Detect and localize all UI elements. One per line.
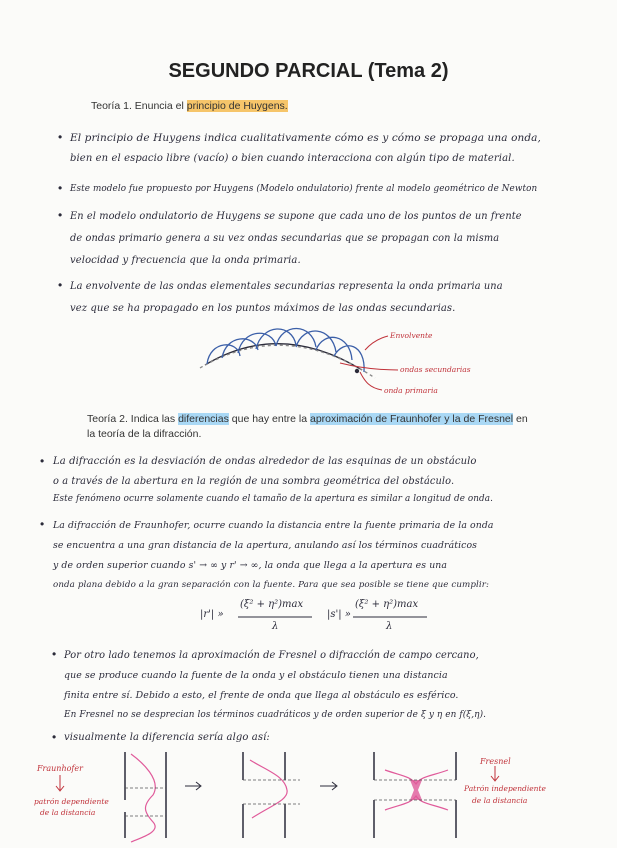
formula-lhs-2: |s'| » [327,609,351,620]
p3-line-1: En el modelo ondulatorio de Huygens se supone que cada uno de los puntos de un frente [70,211,522,222]
p3-line-3: velocidad y frecuencia que la onda primaria. [70,255,301,266]
p7-line-2: que se produce cuando la fuente de la onda y el obstáculo tienen una distancia [64,670,448,681]
theory-2-question-line-2: la teoría de la difracción. [87,428,202,440]
formula-den-1: λ [272,621,279,632]
p5-line-1: La difracción es la desviación de ondas alrededor de las esquinas de un obstáculo [53,456,477,467]
p4-line-2: vez que se ha propagado en los puntos máximos de las ondas secundarias. [70,303,456,314]
theory-1-text: Teoría 1. Enuncia el [91,100,187,112]
theory-2-text-3: en [513,413,528,425]
label-envelope: Envolvente [390,331,433,340]
theory-2-highlight-2: aproximación de Fraunhofer y la de Fresnel [309,413,514,425]
bullet-1: • [58,130,63,144]
p6-line-1: La difracción de Fraunhofer, ocurre cuando la distancia entre la fuente primaria de la onda [53,520,494,531]
p2-line-1: Este modelo fue propuesto por Huygens (Modelo ondulatorio) frente al modelo geométrico de Newton [70,184,538,194]
label-secondary-waves: ondas secundarias [400,365,471,374]
p7-line-4: En Fresnel no se desprecian los términos cuadráticos y de orden superior de ξ y η en f(ξ,η). [64,710,487,720]
p6-line-2: se encuentra a una gran distancia de la apertura, anulando así los términos cuadráticos [53,540,478,551]
p1-line-2: bien en el espacio libre (vacío) o bien cuando interacciona con algún tipo de material. [70,153,515,164]
p6-line-4: onda plana debido a la gran separación con la fuente. Para que sea posible se tiene que cumplir: [53,580,490,590]
p8-line-1: visualmente la diferencia sería algo así: [64,732,270,743]
bullet-2: • [58,181,63,195]
label-left-note-1: patrón dependiente [34,797,109,806]
label-right-note-1: Patrón independiente [464,784,546,793]
label-right-note-2: de la distancia [472,796,528,805]
label-left-note-2: de la distancia [40,808,96,817]
bullet-6: • [40,517,45,531]
p4-line-1: La envolvente de las ondas elementales secundarias representa la onda primaria una [70,281,503,292]
fresnel-panel [374,752,456,838]
p6-line-3: y de orden superior cuando s' → ∞ y r' → ∞, la onda que llega a la apertura es una [53,560,448,571]
label-primary-wave: onda primaria [384,386,438,395]
bullet-7: • [52,647,57,661]
bullet-3: • [58,208,63,222]
p1-line-1: El principio de Huygens indica cualitativamente cómo es y cómo se propaga una onda, [70,132,541,144]
p5-line-2: o a través de la abertura en la región de una sombra geométrica del obstáculo. [53,476,455,487]
theory-2-text-1: Teoría 2. Indica las [87,413,179,425]
theory-2-question [87,413,528,425]
transition-panel [243,752,300,838]
formula-lhs-1: |r'| » [200,609,224,620]
p7-line-1: Por otro lado tenemos la aproximación de Fresnel o difracción de campo cercano, [64,650,479,661]
fraunhofer-panel [125,752,166,842]
p7-line-3: finita entre sí. Debido a esto, el frente de onda que llega al obstáculo es esférico. [64,690,459,701]
label-fresnel: Fresnel [480,757,511,766]
formula-den-2: λ [386,621,393,632]
theory-1-highlight: principio de Huygens. [186,100,288,112]
formula-num-1: (ξ² + η²)max [240,599,304,610]
theory-1-question [91,100,288,112]
bullet-5: • [40,454,45,468]
theory-2-highlight-1: diferencias [178,413,229,425]
label-fraunhofer: Fraunhofer [37,764,83,773]
bullet-4: • [58,278,63,292]
page-title: SEGUNDO PARCIAL (Tema 2) [168,60,449,82]
p5-line-3: Este fenómeno ocurre solamente cuando el tamaño de la apertura es similar a longitud de onda. [53,494,494,504]
theory-2-text-2: que hay entre la [228,413,310,425]
p3-line-2: de ondas primario genera a su vez ondas secundarias que se propagan con la misma [70,233,500,244]
bullet-8: • [52,730,57,744]
formula-num-2: (ξ² + η²)max [355,599,419,610]
